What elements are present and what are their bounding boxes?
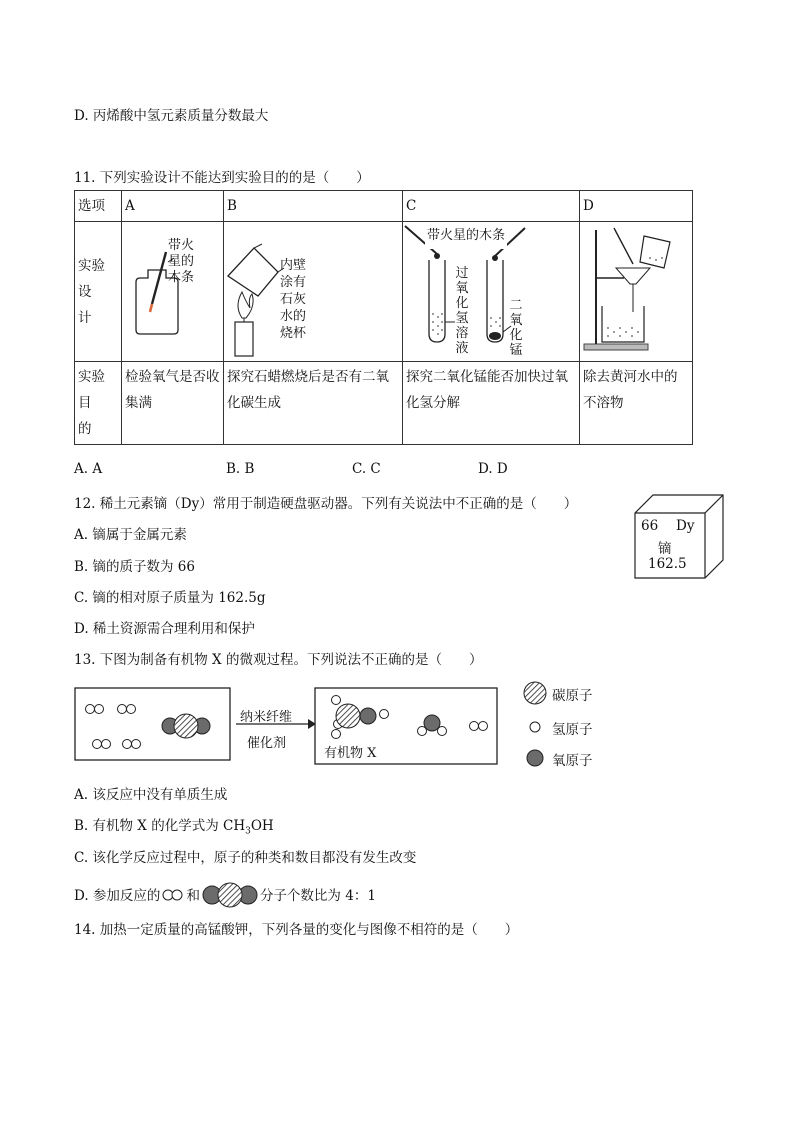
header-c: C <box>403 191 580 222</box>
c-h2o2-label: 过 氧 化 氢 溶 液 <box>455 266 469 356</box>
q13-option-c: C. 该化学反应过程中，原子的种类和数目都没有发生改变 <box>74 850 417 866</box>
arrow-label-top: 纳米纤维 <box>240 710 293 725</box>
q13-stem: 13. 下图为制备有机物 X 的微观过程。下列说法不正确的是（ ） <box>74 652 483 668</box>
arrow-label-bottom: 催化剂 <box>247 736 287 751</box>
element-cube <box>634 494 724 580</box>
purpose-c: 探究二氧化锰能否加快过氧 化氢分解 <box>403 362 580 445</box>
b-label: 内壁 涂有 石灰 水的 烧杯 <box>280 258 307 341</box>
c-mno2-label: 二 氧 化 锰 <box>509 298 523 358</box>
q14-stem: 14. 加热一定质量的高锰酸钾，下列各量的变化与图像不相符的是（ ） <box>74 922 519 938</box>
purpose-a: 检验氧气是否收 集满 <box>122 362 224 445</box>
purpose-b: 探究石蜡燃烧后是否有二氧 化碳生成 <box>224 362 403 445</box>
element-symbol: Dy <box>676 518 695 534</box>
product-label: 有机物 X <box>324 746 377 761</box>
filtration-figure <box>580 222 686 358</box>
q13-option-d: D. 参加反应的 和 分子个数比为 4：1 <box>74 882 376 908</box>
q13-option-a: A. 该反应中没有单质生成 <box>74 787 228 803</box>
a-label: 带火 星的 木条 <box>168 238 195 285</box>
cell-c-figure <box>403 222 580 362</box>
element-name: 镝 <box>658 541 672 557</box>
row-design-label: 实验设 计 <box>75 222 122 362</box>
q12-option-a: A. 镝属于金属元素 <box>74 527 187 543</box>
q12-stem: 12. 稀土元素镝（Dy）常用于制造硬盘驱动器。下列有关说法中不正确的是（ ） <box>74 496 578 512</box>
q11-table <box>74 190 693 445</box>
cell-a-figure <box>122 222 224 362</box>
q11-option-a: A. A <box>74 461 103 477</box>
q12-option-c: C. 镝的相对原子质量为 162.5g <box>74 590 266 606</box>
purpose-d: 除去黄河水中的 不溶物 <box>580 362 693 445</box>
q10-option-d: D. 丙烯酸中氢元素质量分数最大 <box>74 108 269 124</box>
c-top-label: 带火星的木条 <box>425 223 507 249</box>
element-mass: 162.5 <box>648 556 687 572</box>
row-purpose-label: 实验目 的 <box>75 362 122 445</box>
header-a: A <box>122 191 224 222</box>
q11-option-c: C. C <box>352 461 381 477</box>
header-option: 选项 <box>75 191 122 222</box>
q13-option-b: B. 有机物 X 的化学式为 $CH_3OH$ <box>74 818 274 837</box>
cell-b-figure <box>224 222 403 362</box>
legend-oxygen: 氧原子 <box>552 753 593 769</box>
legend-hydrogen: 氢原子 <box>552 722 593 738</box>
legend-carbon: 碳原子 <box>552 688 593 704</box>
cell-d-figure <box>580 222 693 362</box>
q12-option-d: D. 稀土资源需合理利用和保护 <box>74 621 255 637</box>
q11-option-b: B. B <box>226 461 255 477</box>
q11-option-d: D. D <box>478 461 508 477</box>
header-d: D <box>580 191 693 222</box>
element-number: 66 <box>641 518 659 534</box>
q11-stem: 11. 下列实验设计不能达到实验目的的是（ ） <box>74 170 370 186</box>
q12-option-b: B. 镝的质子数为 66 <box>74 559 195 575</box>
header-b: B <box>224 191 403 222</box>
co2-molecule-icon <box>200 882 260 908</box>
h2-molecule-icon <box>160 887 186 903</box>
candle-beaker-figure <box>224 222 396 358</box>
